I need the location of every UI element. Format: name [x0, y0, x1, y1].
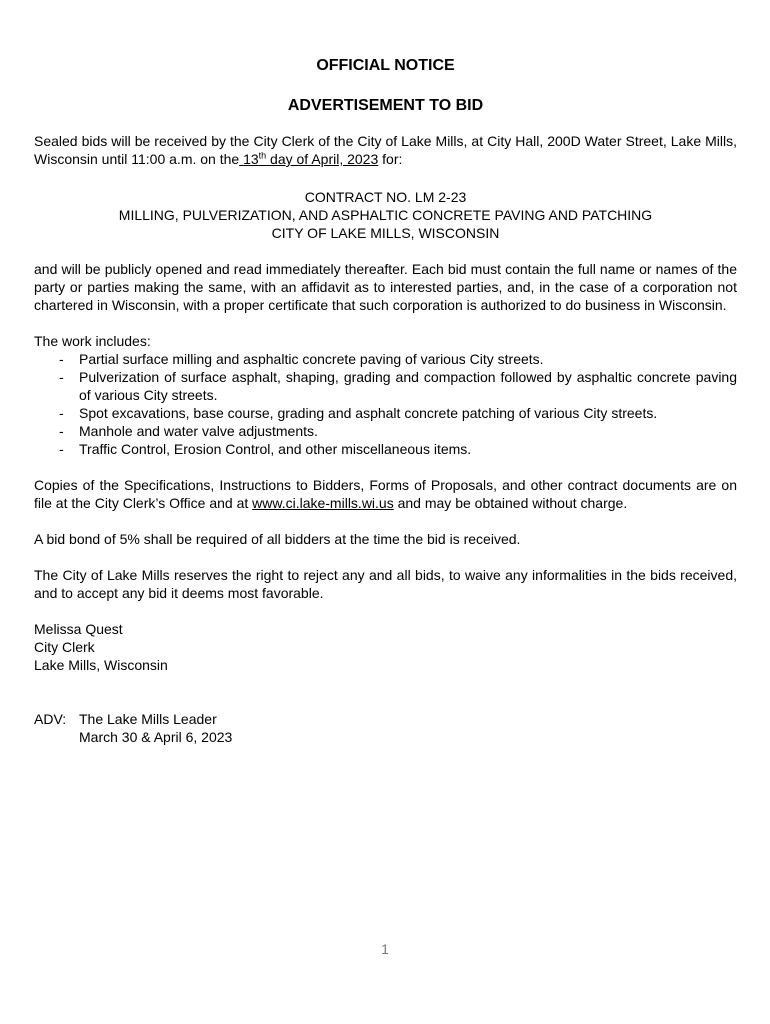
bullet-dash: - [59, 351, 64, 367]
adv-dates: March 30 & April 6, 2023 [79, 729, 233, 745]
list-item: - Partial surface milling and asphaltic concrete paving of various City streets. [59, 351, 544, 367]
adv-publication: The Lake Mills Leader [79, 711, 217, 727]
bid-deadline-date: 13th day of April, 2023 [243, 150, 379, 167]
contract-block [34, 188, 737, 242]
opening-paragraph: and will be publicly opened and read immediately thereafter. Each bid must contain the full name or names of the party or parties making the same, with an affidavit as to interested parties, and, in the case of a corporation not chartered in Wisconsin, with a proper certificate that such corporation is authorized to do business in Wisconsin. [34, 261, 737, 313]
page-number: 1 [381, 941, 389, 957]
signature-block [34, 620, 737, 674]
signer-location: Lake Mills, Wisconsin [34, 657, 168, 673]
contract-number: CONTRACT NO. LM 2-23 [304, 189, 467, 205]
city-website-link[interactable]: www.ci.lake-mills.wi.us [252, 495, 394, 511]
intro-paragraph: Sealed bids will be received by the City Clerk of the City of Lake Mills, at City Hall, 200D Water Street, Lake Mills, Wisconsin until 11:00 a.m. on the 13th day of April, 2023 for: [34, 133, 737, 167]
copies-paragraph: Copies of the Specifications, Instructions to Bidders, Forms of Proposals, and other contract documents are on file at the City Clerk’s Office and at www.ci.lake-mills.wi.us and may be obtained without charge. [34, 477, 737, 511]
list-item: - Spot excavations, base course, grading and asphalt concrete patching of various City streets. [59, 405, 658, 421]
adv-label: ADV: [34, 711, 67, 727]
bond-paragraph: A bid bond of 5% shall be required of all bidders at the time the bid is received. [34, 531, 521, 547]
list-item: - Traffic Control, Erosion Control, and other miscellaneous items. [59, 441, 472, 457]
adv-block [34, 710, 737, 746]
list-item: - Manhole and water valve adjustments. [59, 423, 318, 439]
adv-details [79, 710, 232, 746]
bullet-dash: - [59, 423, 64, 439]
rights-paragraph: The City of Lake Mills reserves the right to reject any and all bids, to waive any informalities in the bids received, and to accept any bid it deems most favorable. [34, 567, 737, 601]
list-item: - Pulverization of surface asphalt, shaping, grading and compaction followed by asphaltic concrete paving of various City streets. [59, 369, 737, 403]
intro-text: Sealed bids will be received by the City Clerk of the City of Lake Mills, at City Hall, 200D Water Street, Lake Mills, Wisconsin until 11:00 a.m. on the [34, 133, 737, 167]
work-section [34, 332, 737, 458]
bullet-dash: - [59, 441, 64, 457]
bullet-dash: - [59, 369, 64, 385]
document-page [34, 56, 737, 746]
contract-location: CITY OF LAKE MILLS, WISCONSIN [271, 225, 500, 241]
contract-name: MILLING, PULVERIZATION, AND ASPHALTIC CONCRETE PAVING AND PATCHING [118, 207, 653, 223]
signer-title: City Clerk [34, 639, 95, 655]
page-subtitle: ADVERTISEMENT TO BID [287, 97, 484, 114]
page-title: OFFICIAL NOTICE [316, 57, 455, 74]
signer-name: Melissa Quest [34, 621, 123, 637]
work-list [34, 350, 737, 458]
work-heading: The work includes: [34, 333, 151, 349]
bullet-dash: - [59, 405, 64, 421]
